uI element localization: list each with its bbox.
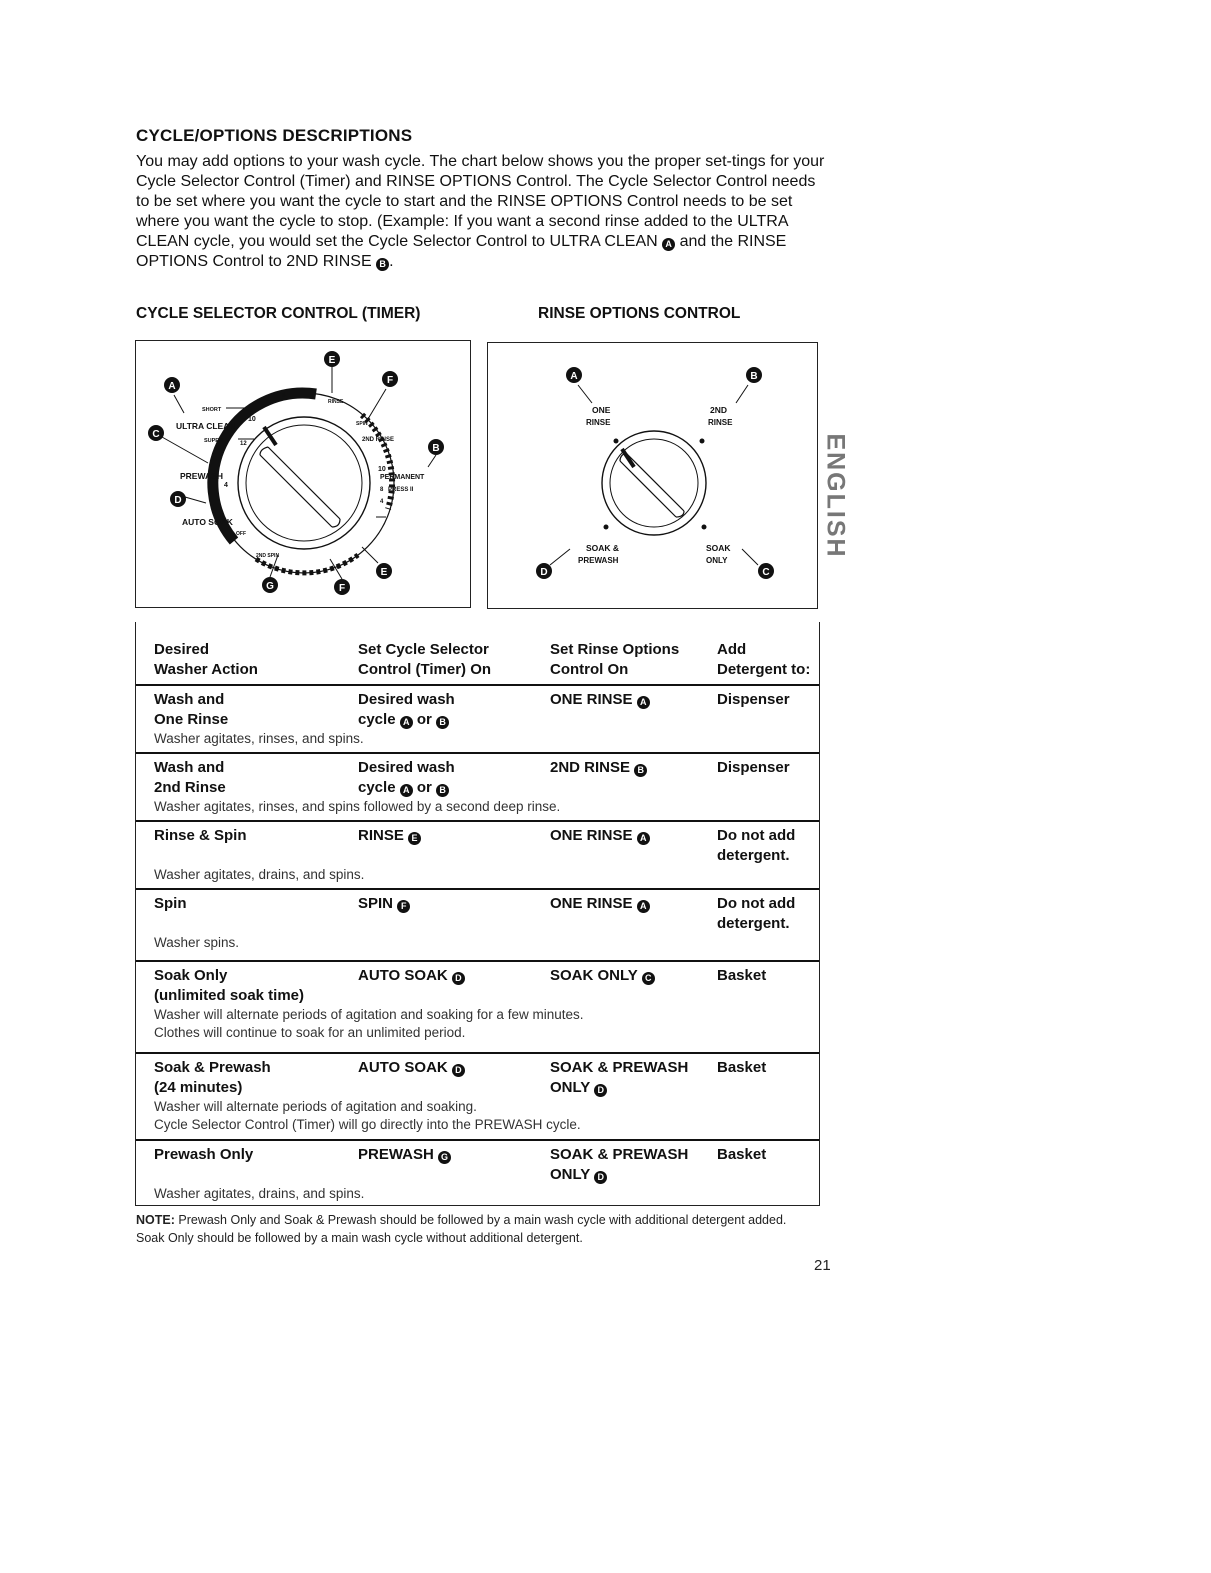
rinse-dial-svg <box>488 343 817 608</box>
header-rinse-options: Set Rinse Options Control On <box>550 641 680 678</box>
timer-num-1: 10 <box>248 416 256 423</box>
language-side-tab <box>821 410 850 582</box>
row-detergent: Do not add detergent. <box>717 895 796 932</box>
timer-label-auto-soak: AUTO SOAK <box>182 517 233 527</box>
timer-dial-diagram <box>135 340 471 608</box>
timer-label-prewash: PREWASH <box>180 471 223 481</box>
marker-d-icon: D <box>594 1084 607 1097</box>
row-timer-setting: SPIN F <box>358 894 543 914</box>
row-detergent: Do not add detergent. <box>717 827 796 864</box>
timer-marker-f-top: F <box>386 375 394 386</box>
rinse-label-one: ONE <box>592 405 611 415</box>
marker-c-icon: C <box>642 972 655 985</box>
page-heading: CYCLE/OPTIONS DESCRIPTIONS <box>136 126 413 145</box>
table-row <box>136 1139 819 1207</box>
table-row <box>136 888 819 960</box>
timer-marker-e-top: E <box>328 355 336 366</box>
rinse-subheading: RINSE OPTIONS CONTROL <box>538 305 741 322</box>
rinse-marker-a: A <box>570 371 578 382</box>
rinse-dial-diagram <box>487 342 818 609</box>
marker-a-icon: A <box>400 716 413 729</box>
row-description: Washer will alternate periods of agitation and soaking. Cycle Selector Control (Timer) will go directly into the PREWASH cycle. <box>154 1099 581 1132</box>
row-timer-setting: Desired wash cycle A or B <box>358 691 455 728</box>
header-detergent: Add Detergent to: <box>717 641 811 678</box>
marker-d-icon: D <box>594 1171 607 1184</box>
timer-dial-svg <box>136 341 470 607</box>
marker-e-icon: E <box>408 832 421 845</box>
rinse-label-one-rinse: RINSE <box>586 418 611 427</box>
row-description: Washer agitates, rinses, and spins followed by a second deep rinse. <box>154 799 561 814</box>
timer-num-4: 4 <box>224 482 228 489</box>
language-side-tab-text: ENGLISH <box>821 433 850 559</box>
rinse-label-soak-amp: SOAK & <box>586 543 620 553</box>
timer-marker-f-bottom: F <box>338 583 346 594</box>
cycle-options-table <box>135 622 820 1206</box>
page-number: 21 <box>814 1257 831 1274</box>
note-label: NOTE: <box>136 1213 175 1227</box>
row-timer-setting: Desired wash cycle A or B <box>358 759 455 796</box>
timer-marker-a: A <box>168 381 176 392</box>
row-detergent: Basket <box>717 1146 767 1163</box>
timer-subheading: CYCLE SELECTOR CONTROL (TIMER) <box>136 305 421 322</box>
note-text: Prewash Only and Soak & Prewash should be followed by a main wash cycle with additional detergent added. Soak Only should be followed by a main wash cycle without additional detergent. <box>136 1213 787 1245</box>
row-description: Washer agitates, drains, and spins. <box>154 867 365 882</box>
row-description: Washer will alternate periods of agitation and soaking for a few minutes. Clothes will continue to soak for an unlimited period. <box>154 1007 584 1040</box>
marker-b-icon: B <box>634 764 647 777</box>
marker-a-icon: A <box>637 900 650 913</box>
row-timer-setting: PREWASH G <box>358 1145 543 1165</box>
rinse-marker-d: D <box>540 567 548 578</box>
rinse-marker-c: C <box>762 567 770 578</box>
timer-num-7: 4 <box>380 499 384 505</box>
table-row <box>136 1052 819 1138</box>
rinse-label-2nd: 2ND <box>710 405 728 415</box>
timer-label-spin: SPIN <box>356 421 368 427</box>
intro-text-1: You may add options to your wash cycle. The chart below shows you the proper set-tings for your Cycle Selector Control (Timer) and RINSE OPTIONS Control. The Cycle Selector Control needs to be set where you want the cycle to start and the RINSE OPTIONS Control needs to be set where you want the cycle to stop. (Example: If you want a second rinse added to the ULTRA CLEAN cycle, you would set the Cycle Selector Control to ULTRA CLEAN <box>136 153 825 250</box>
row-description: Washer agitates, drains, and spins. <box>154 1186 365 1201</box>
table-row <box>136 684 819 750</box>
table-header <box>136 640 819 682</box>
row-action: Soak & Prewash (24 minutes) <box>154 1059 271 1096</box>
header-cycle-selector: Set Cycle Selector Control (Timer) On <box>358 641 492 678</box>
intro-text-3: . <box>389 253 394 270</box>
rinse-label-prewash: PREWASH <box>578 556 619 565</box>
note <box>136 1211 816 1247</box>
timer-label-short: SHORT <box>202 407 222 413</box>
timer-marker-b: B <box>432 443 440 454</box>
row-rinse-setting: SOAK & PREWASH ONLY D <box>550 1146 689 1183</box>
marker-a-icon: A <box>637 832 650 845</box>
intro-text-2: and the RINSE OPTIONS Control to 2ND RINSE <box>136 233 787 270</box>
row-detergent: Dispenser <box>717 691 790 708</box>
timer-label-press: PRESS II <box>388 487 414 493</box>
marker-f-icon: F <box>397 900 410 913</box>
timer-label-2nd-spin: 2ND SPIN <box>256 553 280 559</box>
row-action: Rinse & Spin <box>154 827 247 844</box>
row-rinse-setting: ONE RINSE A <box>550 826 715 846</box>
table-row <box>136 820 819 886</box>
timer-num-5: 10 <box>378 466 386 473</box>
row-rinse-setting: ONE RINSE A <box>550 894 715 914</box>
row-action: Prewash Only <box>154 1146 254 1163</box>
row-action: Spin <box>154 895 187 912</box>
row-rinse-setting: SOAK ONLY C <box>550 966 715 986</box>
row-description: Washer spins. <box>154 935 240 950</box>
timer-marker-c: C <box>152 429 160 440</box>
rinse-label-only: ONLY <box>706 556 728 565</box>
intro-paragraph <box>136 152 826 272</box>
timer-label-ultra-clean: ULTRA CLEAN <box>176 421 236 431</box>
table-row <box>136 752 819 818</box>
marker-d-icon: D <box>452 1064 465 1077</box>
timer-num-2: 12 <box>240 441 247 447</box>
rinse-label-soak: SOAK <box>706 543 731 553</box>
row-rinse-setting: 2ND RINSE B <box>550 758 715 778</box>
marker-b-icon: B <box>436 784 449 797</box>
row-timer-setting: AUTO SOAK D <box>358 966 543 986</box>
row-timer-setting: AUTO SOAK D <box>358 1058 543 1078</box>
marker-a-icon: A <box>400 784 413 797</box>
row-detergent: Basket <box>717 967 767 984</box>
timer-marker-g: G <box>266 581 274 592</box>
timer-marker-d: D <box>174 495 182 506</box>
row-action: Wash and 2nd Rinse <box>154 759 226 796</box>
timer-label-2nd-rinse: 2ND RINSE <box>362 437 395 443</box>
row-detergent: Dispenser <box>717 759 790 776</box>
marker-d-icon: D <box>452 972 465 985</box>
marker-a-icon: A <box>637 696 650 709</box>
timer-num-3: 8 <box>282 393 286 399</box>
row-action: Wash and One Rinse <box>154 691 229 728</box>
row-rinse-setting: ONE RINSE A <box>550 690 715 710</box>
timer-label-permanent: PERMANENT <box>380 474 425 481</box>
timer-num-6: 8 <box>380 487 384 493</box>
marker-b-icon: B <box>436 716 449 729</box>
row-action: Soak Only (unlimited soak time) <box>154 967 305 1004</box>
header-desired-action: Desired Washer Action <box>154 641 258 678</box>
timer-label-rinse: RINSE <box>328 399 344 405</box>
marker-b-icon: B <box>376 258 389 271</box>
timer-marker-e-bottom: E <box>380 567 388 578</box>
rinse-label-2nd-rinse: RINSE <box>708 418 733 427</box>
rinse-marker-b: B <box>750 371 758 382</box>
row-timer-setting: RINSE E <box>358 826 543 846</box>
timer-label-super: SUPER <box>204 438 223 444</box>
marker-g-icon: G <box>438 1151 451 1164</box>
row-detergent: Basket <box>717 1059 767 1076</box>
timer-label-off: OFF <box>236 531 246 537</box>
marker-a-icon: A <box>662 238 675 251</box>
row-rinse-setting: SOAK & PREWASH ONLY D <box>550 1059 689 1096</box>
table-row <box>136 960 819 1050</box>
row-description: Washer agitates, rinses, and spins. <box>154 731 364 746</box>
